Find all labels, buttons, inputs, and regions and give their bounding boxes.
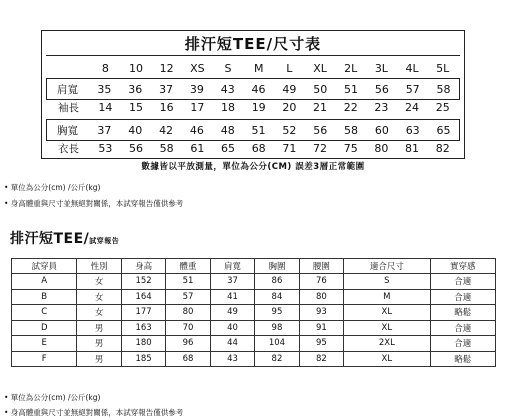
report-cell: 95	[255, 305, 299, 321]
report-header-cell: 肩寬	[210, 259, 254, 274]
report-row	[12, 274, 496, 290]
report-cell: 95	[299, 336, 343, 352]
size-row-label: 袖長	[58, 101, 79, 114]
report-cell: 44	[210, 336, 254, 352]
report-cell: 女	[77, 289, 121, 305]
size-value-cell: 43	[220, 82, 235, 96]
size-value-cell: 46	[189, 123, 204, 137]
size-row	[46, 119, 460, 141]
size-header-cell: 5L	[436, 61, 450, 75]
size-row	[48, 99, 458, 115]
report-cell: 男	[77, 351, 121, 367]
report-cell: 104	[255, 336, 299, 352]
report-row	[12, 336, 496, 352]
size-value-cell: 51	[251, 123, 266, 137]
size-value-cell: 81	[405, 141, 420, 155]
report-header-cell: 性別	[77, 259, 121, 274]
report-header-cell: 體重	[166, 259, 210, 274]
report-cell: 68	[166, 351, 210, 367]
size-value-cell: 57	[405, 82, 420, 96]
size-value-cell: 72	[313, 141, 328, 155]
size-value-cell: 75	[343, 141, 358, 155]
size-value-cell: 39	[189, 82, 204, 96]
report-cell: XL	[344, 351, 430, 367]
size-row	[48, 140, 458, 156]
size-row-label: 衣長	[58, 142, 79, 155]
size-value-cell: 50	[313, 82, 328, 96]
size-value-cell: 56	[313, 123, 328, 137]
report-cell: M	[344, 289, 430, 305]
report-cell: 180	[121, 336, 165, 352]
size-chart-title: 排汗短TEE/尺寸表	[184, 35, 322, 53]
report-header-cell: 身高	[121, 259, 165, 274]
size-value-cell: 22	[343, 100, 358, 114]
report-cell: 152	[121, 274, 165, 290]
report-cell: 女	[77, 274, 121, 290]
unit-note-bottom: • 單位為公分(cm) /公斤(kg)	[4, 393, 101, 402]
report-subtitle: 試穿報告	[89, 237, 120, 245]
size-header-cell: L	[286, 61, 293, 75]
size-value-cell: 63	[405, 123, 420, 137]
report-cell: 86	[255, 274, 299, 290]
report-cell: 略鬆	[430, 305, 495, 321]
report-cell: 84	[255, 289, 299, 305]
size-value-cell: 52	[282, 123, 297, 137]
report-title	[10, 228, 119, 248]
size-value-cell: 14	[98, 100, 113, 114]
size-value-cell: 19	[251, 100, 266, 114]
report-cell: 49	[210, 305, 254, 321]
size-value-cell: 25	[435, 100, 450, 114]
size-value-cell: 71	[282, 141, 297, 155]
size-value-cell: 20	[282, 100, 297, 114]
size-value-cell: 46	[251, 82, 266, 96]
report-cell: 80	[299, 289, 343, 305]
size-value-cell: 60	[374, 123, 389, 137]
report-cell: 82	[255, 351, 299, 367]
size-value-cell: 18	[221, 100, 236, 114]
report-cell: 合適	[430, 336, 495, 352]
size-value-cell: 56	[129, 141, 143, 155]
report-cell: XL	[344, 320, 430, 336]
unit-note: • 單位為公分(cm) /公斤(kg)	[4, 183, 101, 192]
size-header-cell: S	[224, 61, 232, 75]
size-row-label: 胸寬	[57, 124, 78, 137]
report-cell: D	[12, 320, 77, 336]
size-chart	[41, 30, 465, 159]
report-cell: 96	[166, 336, 210, 352]
size-value-cell: 35	[97, 82, 112, 96]
size-value-cell: 48	[220, 123, 235, 137]
report-cell: A	[12, 274, 77, 290]
report-cell: 98	[255, 320, 299, 336]
report-cell: 女	[77, 305, 121, 321]
size-value-cell: 42	[159, 123, 174, 137]
disclaimer-note-bottom: • 身高體重與尺寸並無絕對關係，本試穿報告僅供參考	[4, 408, 184, 417]
size-header-cell: XS	[190, 61, 205, 75]
report-row	[12, 351, 496, 367]
size-header-cell: 8	[101, 61, 109, 75]
report-cell: 男	[77, 320, 121, 336]
report-cell: 163	[121, 320, 165, 336]
size-value-cell: 40	[128, 123, 143, 137]
size-value-cell: 51	[344, 82, 359, 96]
size-value-cell: 15	[129, 100, 143, 114]
size-value-cell: 21	[313, 100, 328, 114]
size-value-cell: 65	[436, 123, 451, 137]
size-value-cell: 37	[159, 82, 174, 96]
report-cell: B	[12, 289, 77, 305]
size-value-cell: 82	[435, 141, 450, 155]
report-cell: 略鬆	[430, 351, 495, 367]
size-row	[46, 78, 460, 100]
size-value-cell: 16	[159, 100, 174, 114]
report-title-text: 排汗短TEE/	[10, 231, 90, 247]
size-value-cell: 58	[159, 141, 174, 155]
size-header-cell: 4L	[405, 61, 419, 75]
size-value-cell: 58	[344, 123, 359, 137]
size-header-row	[48, 60, 458, 76]
report-header-cell: 試穿員	[12, 259, 77, 274]
size-value-cell: 56	[374, 82, 389, 96]
report-cell: 合適	[430, 320, 495, 336]
size-value-cell: 53	[98, 141, 113, 155]
measurement-note: 數據皆以平放測量，單位為公分(CM) 誤差3層正常範圍	[141, 162, 365, 172]
report-cell: 41	[210, 289, 254, 305]
report-cell: 57	[166, 289, 210, 305]
report-cell: 177	[121, 305, 165, 321]
size-header-cell: 10	[129, 61, 143, 75]
report-cell: 合適	[430, 289, 495, 305]
report-row	[12, 305, 496, 321]
report-cell: 164	[121, 289, 165, 305]
size-value-cell: 37	[97, 123, 112, 137]
size-value-cell: 68	[251, 141, 266, 155]
size-value-cell: 65	[221, 141, 236, 155]
report-cell: 2XL	[344, 336, 430, 352]
size-header-cell: 12	[159, 61, 174, 75]
size-row-label: 肩寬	[57, 83, 78, 96]
report-cell: 76	[299, 274, 343, 290]
report-cell: 82	[299, 351, 343, 367]
report-cell: 合適	[430, 274, 495, 290]
report-cell: 91	[299, 320, 343, 336]
report-cell: 37	[210, 274, 254, 290]
report-cell: 51	[166, 274, 210, 290]
report-cell: 93	[299, 305, 343, 321]
report-header-cell: 適合尺寸	[344, 259, 430, 274]
size-value-cell: 36	[128, 82, 143, 96]
title-divider	[46, 55, 460, 56]
report-row	[12, 320, 496, 336]
size-value-cell: 17	[190, 100, 205, 114]
size-header-cell: 3L	[374, 61, 388, 75]
size-value-cell: 58	[436, 82, 451, 96]
size-header-cell: XL	[313, 61, 327, 75]
report-cell: 70	[166, 320, 210, 336]
size-header-cell: M	[253, 61, 264, 75]
report-cell: 185	[121, 351, 165, 367]
size-value-cell: 80	[374, 141, 389, 155]
report-cell: F	[12, 351, 77, 367]
report-cell: C	[12, 305, 77, 321]
report-cell: 40	[210, 320, 254, 336]
report-row	[12, 289, 496, 305]
size-value-cell: 24	[405, 100, 420, 114]
report-cell: E	[12, 336, 77, 352]
size-value-cell: 61	[190, 141, 205, 155]
report-cell: S	[344, 274, 430, 290]
report-header-cell: 腰圍	[299, 259, 343, 274]
fitting-report-table	[11, 258, 496, 367]
size-header-cell: 2L	[344, 61, 358, 75]
report-cell: 43	[210, 351, 254, 367]
report-header-cell: 胸圍	[255, 259, 299, 274]
report-cell: XL	[344, 305, 430, 321]
report-cell: 男	[77, 336, 121, 352]
report-cell: 80	[166, 305, 210, 321]
size-value-cell: 49	[282, 82, 297, 96]
disclaimer-note: • 身高體重與尺寸並無絕對關係，本試穿報告僅供參考	[4, 199, 184, 208]
report-header-row	[12, 259, 496, 274]
size-value-cell: 23	[374, 100, 389, 114]
report-header-cell: 實穿感	[430, 259, 495, 274]
